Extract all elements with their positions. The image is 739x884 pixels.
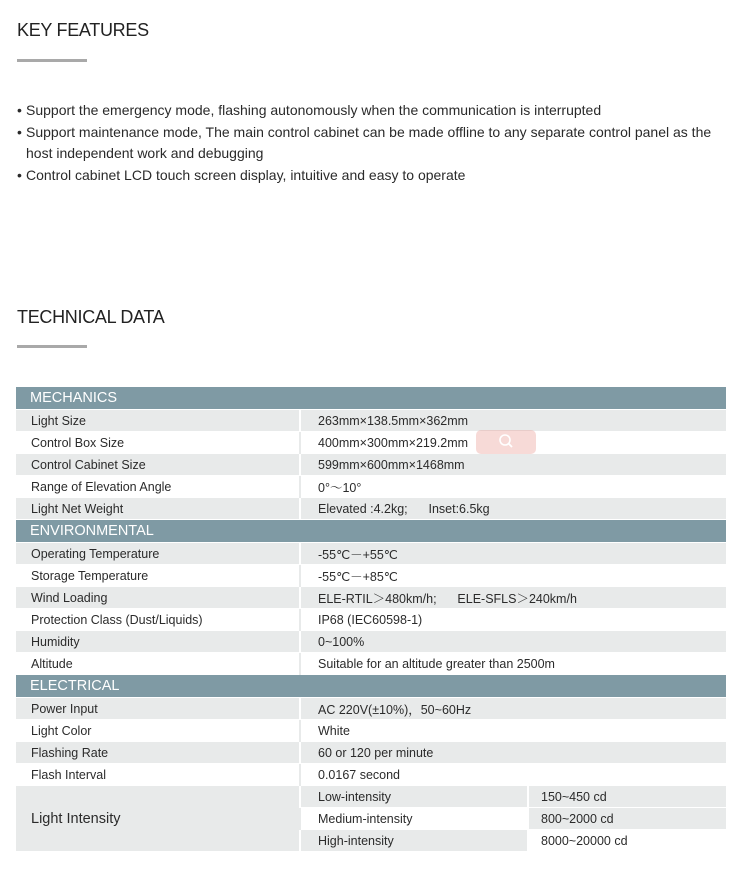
section-header-environmental: ENVIRONMENTAL <box>16 520 726 543</box>
spec-value: Suitable for an altitude greater than 2500m <box>300 653 726 675</box>
spec-value: 60 or 120 per minute <box>300 742 726 764</box>
spec-label: Humidity <box>16 631 300 653</box>
light-intensity-label: Light Intensity <box>16 786 300 852</box>
bullet-icon: • <box>17 166 22 183</box>
section-header-electrical: ELECTRICAL <box>16 675 726 698</box>
key-features-rule <box>17 59 87 62</box>
intensity-level: Low-intensity <box>300 786 528 808</box>
spec-row <box>16 565 726 587</box>
spec-value: -55℃－+85℃ <box>300 565 726 587</box>
spec-label: Altitude <box>16 653 300 675</box>
spec-row <box>16 631 726 653</box>
intensity-value: 8000~20000 cd <box>528 830 726 852</box>
spec-label: Operating Temperature <box>16 543 300 565</box>
technical-data-table <box>16 387 726 852</box>
spec-label: Light Size <box>16 410 300 432</box>
spec-value: 599mm×600mm×1468mm <box>300 454 726 476</box>
spec-row <box>16 609 726 631</box>
feature-item: • Control cabinet LCD touch screen display, intuitive and easy to operate <box>17 165 717 187</box>
spec-label: Storage Temperature <box>16 565 300 587</box>
magnifier-icon <box>498 433 514 452</box>
spec-row <box>16 498 726 520</box>
intensity-row <box>16 786 726 808</box>
spec-label: Control Cabinet Size <box>16 454 300 476</box>
spec-row <box>16 432 726 454</box>
technical-data-heading: TECHNICAL DATA <box>17 307 165 327</box>
spec-label: Control Box Size <box>16 432 300 454</box>
spec-row <box>16 454 726 476</box>
key-features-heading: KEY FEATURES <box>17 20 149 40</box>
spec-value: IP68 (IEC60598-1) <box>300 609 726 631</box>
spec-label: Flashing Rate <box>16 742 300 764</box>
technical-data-rule <box>17 345 87 348</box>
spec-row <box>16 410 726 432</box>
intensity-level: High-intensity <box>300 830 528 852</box>
spec-row <box>16 764 726 786</box>
spec-label: Power Input <box>16 698 300 720</box>
spec-value: -55℃－+55℃ <box>300 543 726 565</box>
key-features-list <box>17 100 717 186</box>
spec-value: White <box>300 720 726 742</box>
spec-row <box>16 742 726 764</box>
spec-row <box>16 476 726 498</box>
bullet-icon: • <box>17 102 22 118</box>
feature-item: • Support the emergency mode, flashing autonomously when the communication is interrupted <box>17 100 717 122</box>
spec-value: 263mm×138.5mm×362mm <box>300 410 726 432</box>
spec-label: Light Color <box>16 720 300 742</box>
feature-item: • Support maintenance mode, The main control cabinet can be made offline to any separate control panel as the host independent work and debugging <box>17 123 712 161</box>
spec-label: Light Net Weight <box>16 498 300 520</box>
spec-label: Flash Interval <box>16 764 300 786</box>
bullet-icon: • <box>17 123 22 140</box>
spec-row <box>16 653 726 675</box>
section-header-mechanics: MECHANICS <box>16 387 726 410</box>
spec-value: 400mm×300mm×219.2mm <box>300 432 726 454</box>
watermark-badge <box>476 430 536 454</box>
spec-row <box>16 720 726 742</box>
spec-row <box>16 587 726 609</box>
spec-value: AC 220V(±10%)，50~60Hz <box>300 698 726 720</box>
spec-value: ELE-RTIL＞480km/h; ELE-SFLS＞240km/h <box>300 587 726 609</box>
spec-value: 0.0167 second <box>300 764 726 786</box>
spec-row <box>16 698 726 720</box>
spec-label: Protection Class (Dust/Liquids) <box>16 609 300 631</box>
spec-row <box>16 543 726 565</box>
spec-label: Wind Loading <box>16 587 300 609</box>
spec-value: 0°～10° <box>300 476 726 498</box>
spec-label: Range of Elevation Angle <box>16 476 300 498</box>
spec-value: Elevated :4.2kg; Inset:6.5kg <box>300 498 726 520</box>
spec-value: 0~100% <box>300 631 726 653</box>
intensity-value: 800~2000 cd <box>528 808 726 830</box>
intensity-level: Medium-intensity <box>300 808 528 830</box>
intensity-value: 150~450 cd <box>528 786 726 808</box>
